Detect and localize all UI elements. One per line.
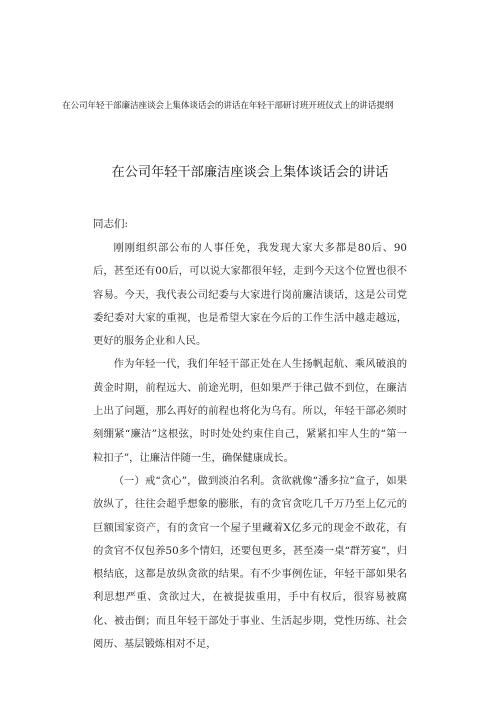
paragraph: 作为年轻一代，我们年轻干部正处在人生扬帆起航、乘风破浪的黄金时期，前程远大、前途光明，但如果严于律己做不到位，在廉洁上出了问题，那么再好的前程也将化为乌有。所以，年轻干部必须时刻绷紧“廉洁”这根弦，时时处处约束住自己，紧紧扣牢人生的“第一粒扣子”，让廉洁伴随一生，确保健康成长。 — [93, 358, 407, 464]
document-header: 在公司年轻干部廉洁座谈会上集体谈话会的讲话在年轻干部研讨班开班仪式上的讲话提纲 — [62, 101, 394, 111]
paragraph: 刚刚组织部公布的人事任免，我发现大家大多都是80后、90后，甚至还有00后，可以说大家都很年轻，走到今天这个位置也很不容易。今天，我代表公司纪委与大家进行岗前廉洁谈话，这是公司党委纪委对大家的重视，也是希望大家在今后的工作生活中越走越远，更好的服务企业和人民。 — [93, 242, 407, 348]
paragraph: （一）戒“贪心”，做到淡泊名利。贪欲就像“潘多拉”盒子，如果放纵了，往往会超乎想象的膨胀，有的贪官贪吃几千万乃至上亿元的巨额国家资产，有的贪官一个屋子里藏着X亿多元的现金不敢花，有的贪官不仅包养50多个情妇，还要包更多，甚至凑一桌“群芳宴”，归根结底，这都是放纵贪欲的结果。有不少事例佐证，年轻干部如果名利思想严重、贪欲过大，在被提拔重用，手中有权后，很容易被腐化、被击倒；而且年轻干部处于事业、生活起步期，党性历练、社会阅历、基层锻炼相对不足， — [93, 474, 407, 651]
document-title: 在公司年轻干部廉洁座谈会上集体谈话会的讲话 — [111, 165, 389, 180]
salutation: 同志们: — [93, 218, 129, 230]
body-text — [93, 237, 407, 656]
